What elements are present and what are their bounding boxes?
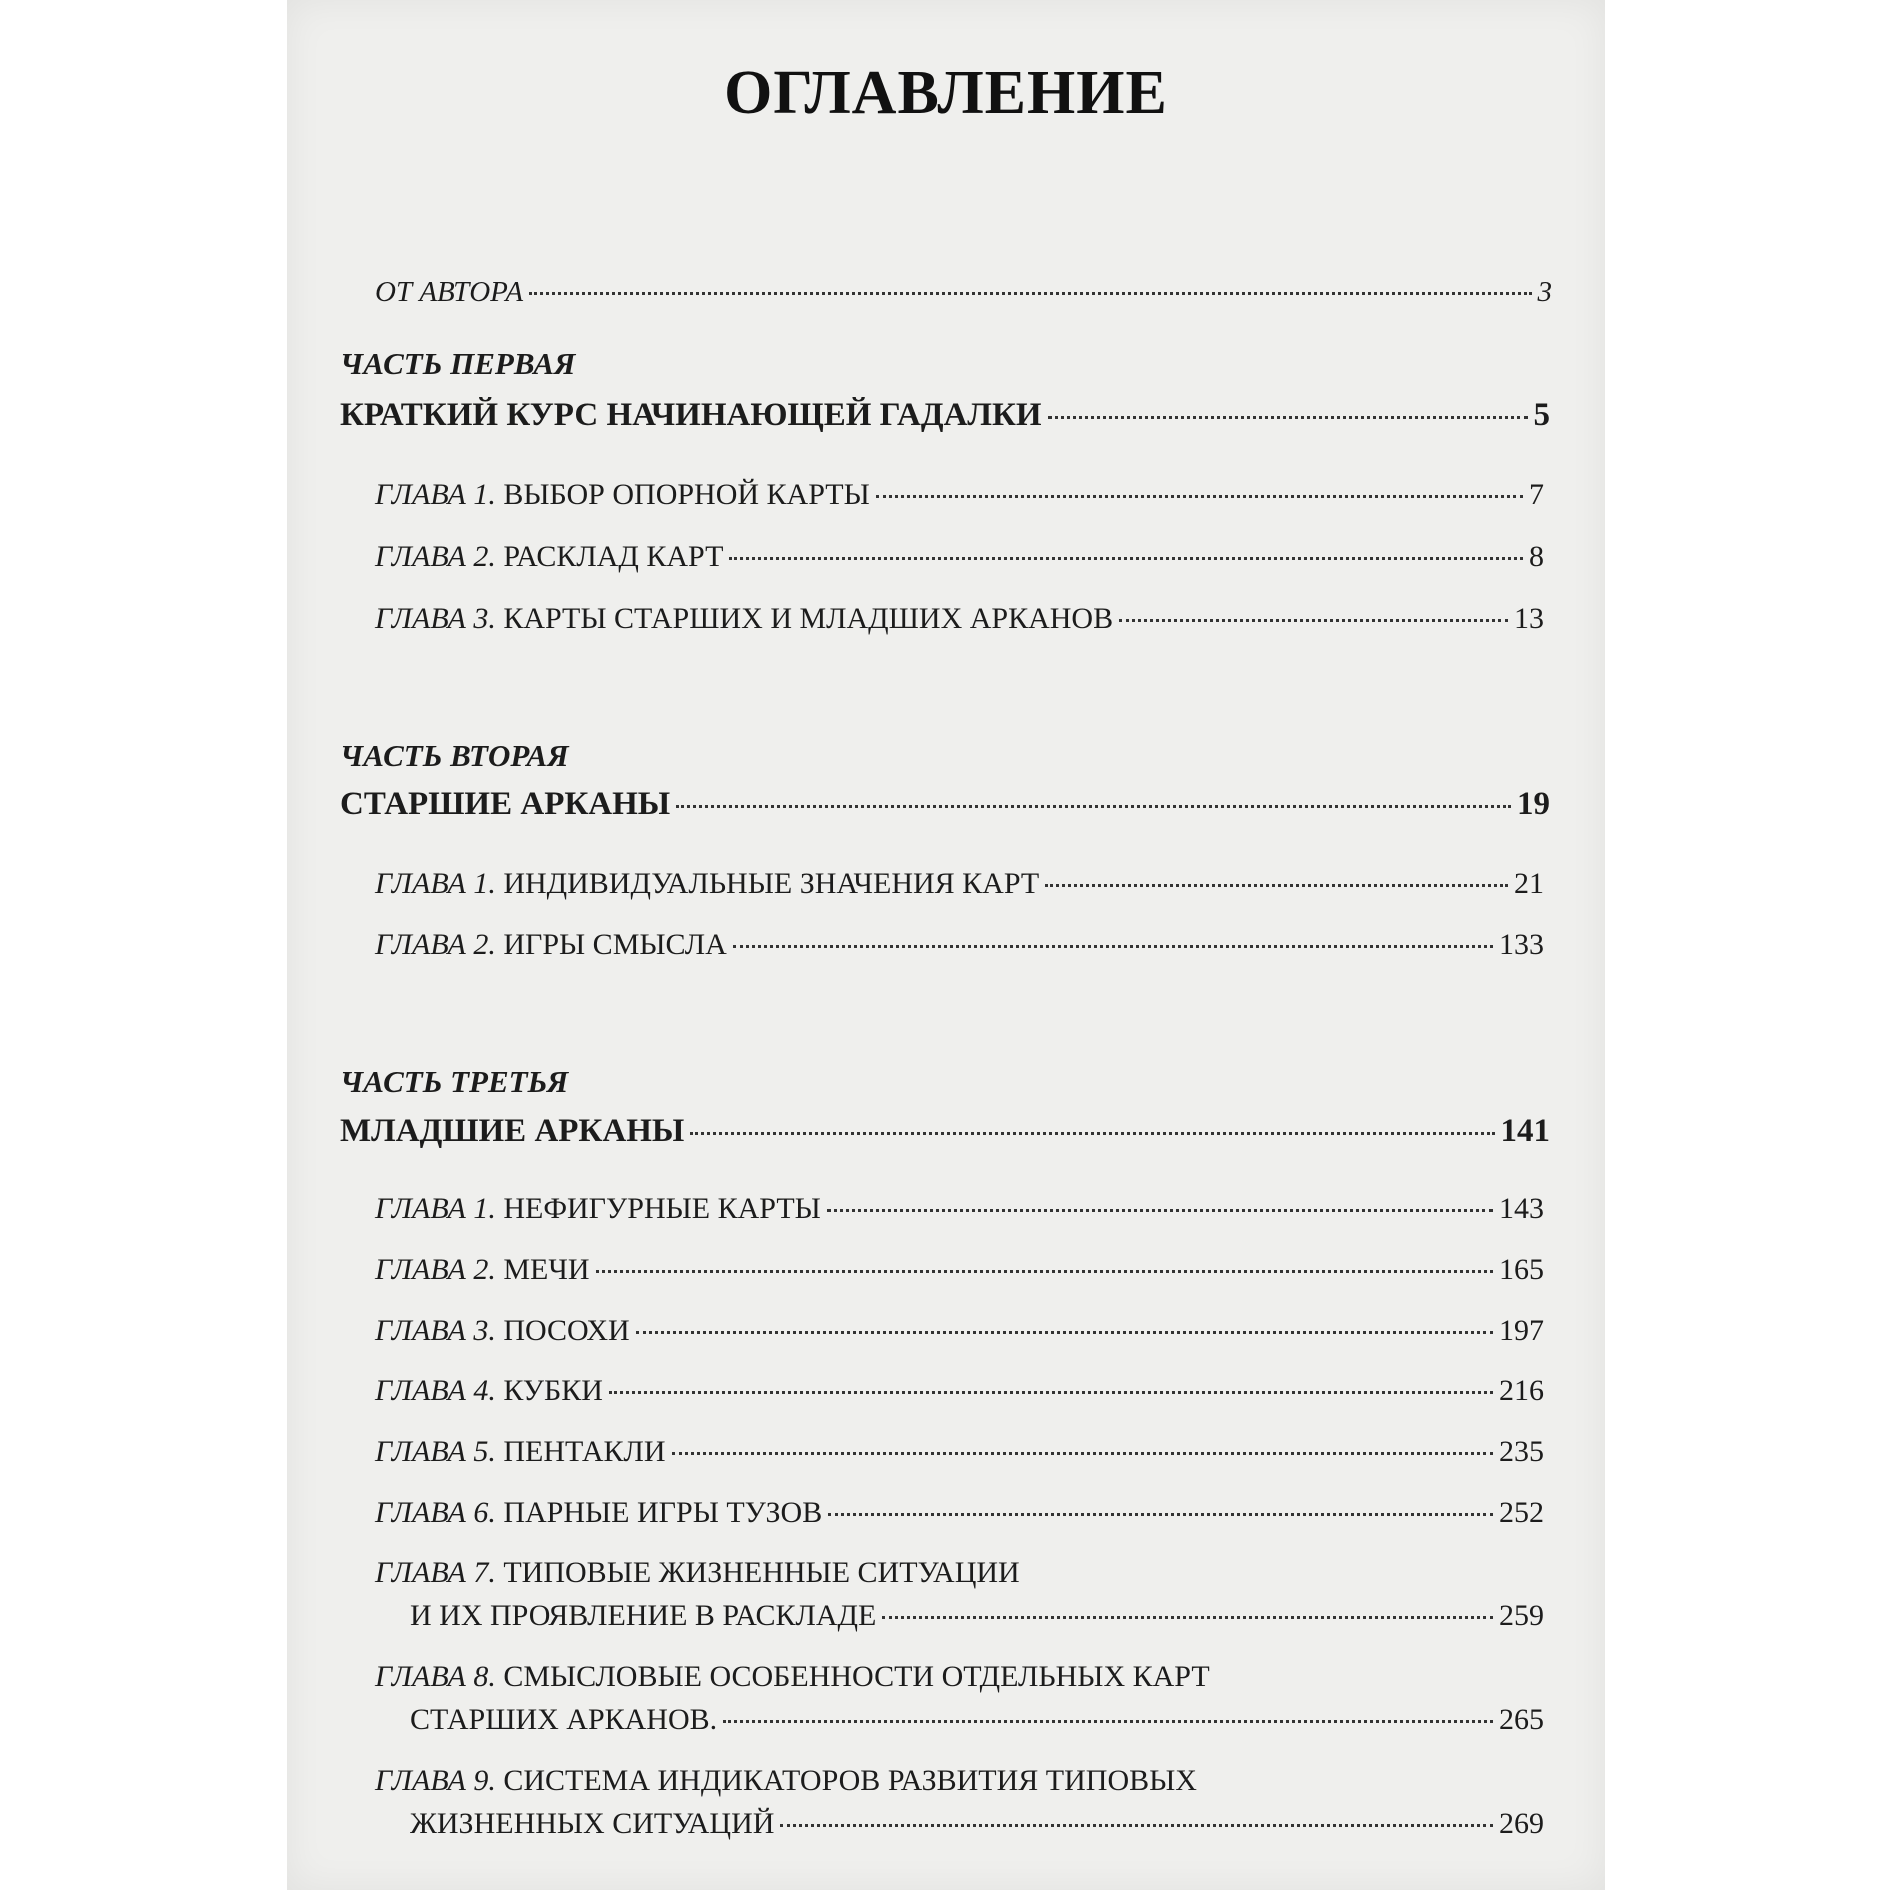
dot-leader xyxy=(876,494,1523,498)
toc-entry-chapter[interactable] xyxy=(375,1253,1544,1287)
toc-entry-chapter[interactable] xyxy=(375,1192,1544,1226)
chapter-title: ПАРНЫЕ ИГРЫ ТУЗОВ xyxy=(503,1496,823,1529)
chapter-prefix: ГЛАВА 4. xyxy=(375,1374,496,1407)
dot-leader xyxy=(828,1512,1493,1516)
chapter-title: КАРТЫ СТАРШИХ И МЛАДШИХ АРКАНОВ xyxy=(503,602,1114,635)
page-number: 265 xyxy=(1499,1703,1544,1736)
chapter-prefix: ГЛАВА 3. xyxy=(375,1314,496,1347)
chapter-title: ТИПОВЫЕ ЖИЗНЕННЫЕ СИТУАЦИИ xyxy=(503,1556,1020,1589)
page-number: 3 xyxy=(1537,276,1552,308)
toc-entry-part-2[interactable] xyxy=(340,786,1550,823)
chapter-title: ПОСОХИ xyxy=(503,1314,630,1347)
chapter-prefix: ГЛАВА 2. xyxy=(375,928,496,961)
toc-entry-chapter[interactable] xyxy=(375,1496,1544,1530)
entry-title: ОТ АВТОРА xyxy=(375,276,524,308)
page-number: 5 xyxy=(1533,397,1550,433)
chapter-title: СИСТЕМА ИНДИКАТОРОВ РАЗВИТИЯ ТИПОВЫХ xyxy=(503,1764,1197,1797)
chapter-title: ПЕНТАКЛИ xyxy=(503,1435,666,1468)
chapter-title: МЕЧИ xyxy=(503,1253,590,1286)
toc-entry-chapter[interactable] xyxy=(375,1374,1544,1408)
dot-leader xyxy=(676,804,1511,808)
page-number: 165 xyxy=(1499,1253,1544,1286)
chapter-prefix: ГЛАВА 9. xyxy=(375,1764,496,1797)
page-number: 216 xyxy=(1499,1374,1544,1407)
dot-leader xyxy=(1045,883,1508,887)
dot-leader xyxy=(636,1330,1493,1334)
toc-entry-chapter[interactable] xyxy=(375,928,1544,962)
toc-entry-part-3[interactable] xyxy=(340,1113,1550,1150)
dot-leader xyxy=(1048,415,1528,419)
dot-leader xyxy=(690,1131,1494,1135)
chapter-prefix: ГЛАВА 3. xyxy=(375,602,496,635)
dot-leader xyxy=(733,944,1493,948)
part-title: МЛАДШИЕ АРКАНЫ xyxy=(340,1113,685,1149)
chapter-prefix: ГЛАВА 1. xyxy=(375,1192,496,1225)
page-number: 13 xyxy=(1514,602,1544,635)
toc-entry-chapter-first-line xyxy=(375,1556,1020,1590)
chapter-prefix: ГЛАВА 1. xyxy=(375,867,496,900)
page-number: 197 xyxy=(1499,1314,1544,1347)
page-number: 143 xyxy=(1499,1192,1544,1225)
chapter-prefix: ГЛАВА 8. xyxy=(375,1660,496,1693)
page-number: 252 xyxy=(1499,1496,1544,1529)
chapter-prefix: ГЛАВА 6. xyxy=(375,1496,496,1529)
chapter-title: ВЫБОР ОПОРНОЙ КАРТЫ xyxy=(503,478,870,511)
page-number: 21 xyxy=(1514,867,1544,900)
toc-entry-chapter[interactable] xyxy=(375,602,1544,636)
chapter-title-continuation: И ИХ ПРОЯВЛЕНИЕ В РАСКЛАДЕ xyxy=(410,1599,877,1632)
page-number: 259 xyxy=(1499,1599,1544,1632)
page-number: 235 xyxy=(1499,1435,1544,1468)
page-number: 19 xyxy=(1517,786,1550,822)
toc-entry-chapter[interactable] xyxy=(410,1807,1544,1841)
chapter-title-continuation: ЖИЗНЕННЫХ СИТУАЦИЙ xyxy=(410,1807,775,1840)
part-title: КРАТКИЙ КУРС НАЧИНАЮЩЕЙ ГАДАЛКИ xyxy=(340,397,1042,433)
dot-leader xyxy=(780,1823,1493,1827)
chapter-title: ИГРЫ СМЫСЛА xyxy=(503,928,727,961)
dot-leader xyxy=(723,1719,1493,1723)
part-label: ЧАСТЬ ТРЕТЬЯ xyxy=(340,1064,569,1099)
chapter-title: НЕФИГУРНЫЕ КАРТЫ xyxy=(503,1192,821,1225)
chapter-title: КУБКИ xyxy=(503,1374,603,1407)
toc-entry-chapter[interactable] xyxy=(375,478,1544,512)
page-title: ОГЛАВЛЕНИЕ xyxy=(724,59,1168,127)
page-number: 7 xyxy=(1529,478,1544,511)
toc-entry-chapter[interactable] xyxy=(375,1314,1544,1348)
chapter-prefix: ГЛАВА 2. xyxy=(375,540,496,573)
toc-entry-part-1[interactable] xyxy=(340,397,1550,434)
chapter-prefix: ГЛАВА 1. xyxy=(375,478,496,511)
toc-entry-author-note[interactable] xyxy=(375,276,1552,309)
dot-leader xyxy=(529,291,1531,295)
dot-leader xyxy=(729,556,1523,560)
part-label: ЧАСТЬ ВТОРАЯ xyxy=(340,738,569,773)
toc-entry-chapter-first-line xyxy=(375,1660,1210,1694)
chapter-prefix: ГЛАВА 2. xyxy=(375,1253,496,1286)
dot-leader xyxy=(827,1208,1493,1212)
chapter-title-continuation: СТАРШИХ АРКАНОВ. xyxy=(410,1703,718,1736)
dot-leader xyxy=(1119,618,1508,622)
toc-entry-chapter[interactable] xyxy=(375,1435,1544,1469)
dot-leader xyxy=(672,1451,1493,1455)
part-label: ЧАСТЬ ПЕРВАЯ xyxy=(340,346,576,381)
dot-leader xyxy=(596,1269,1494,1273)
page-number: 8 xyxy=(1529,540,1544,573)
toc-entry-chapter-first-line xyxy=(375,1764,1197,1798)
page-number: 141 xyxy=(1500,1113,1550,1149)
toc-entry-chapter[interactable] xyxy=(410,1703,1544,1737)
chapter-prefix: ГЛАВА 7. xyxy=(375,1556,496,1589)
page-number: 269 xyxy=(1499,1807,1544,1840)
toc-entry-chapter[interactable] xyxy=(375,540,1544,574)
page-number: 133 xyxy=(1499,928,1544,961)
toc-entry-chapter[interactable] xyxy=(410,1599,1544,1633)
chapter-title: РАСКЛАД КАРТ xyxy=(503,540,724,573)
dot-leader xyxy=(609,1390,1493,1394)
toc-entry-chapter[interactable] xyxy=(375,867,1544,901)
dot-leader xyxy=(882,1615,1493,1619)
chapter-title: СМЫСЛОВЫЕ ОСОБЕННОСТИ ОТДЕЛЬНЫХ КАРТ xyxy=(503,1660,1210,1693)
chapter-prefix: ГЛАВА 5. xyxy=(375,1435,496,1468)
part-title: СТАРШИЕ АРКАНЫ xyxy=(340,786,671,822)
chapter-title: ИНДИВИДУАЛЬНЫЕ ЗНАЧЕНИЯ КАРТ xyxy=(503,867,1040,900)
